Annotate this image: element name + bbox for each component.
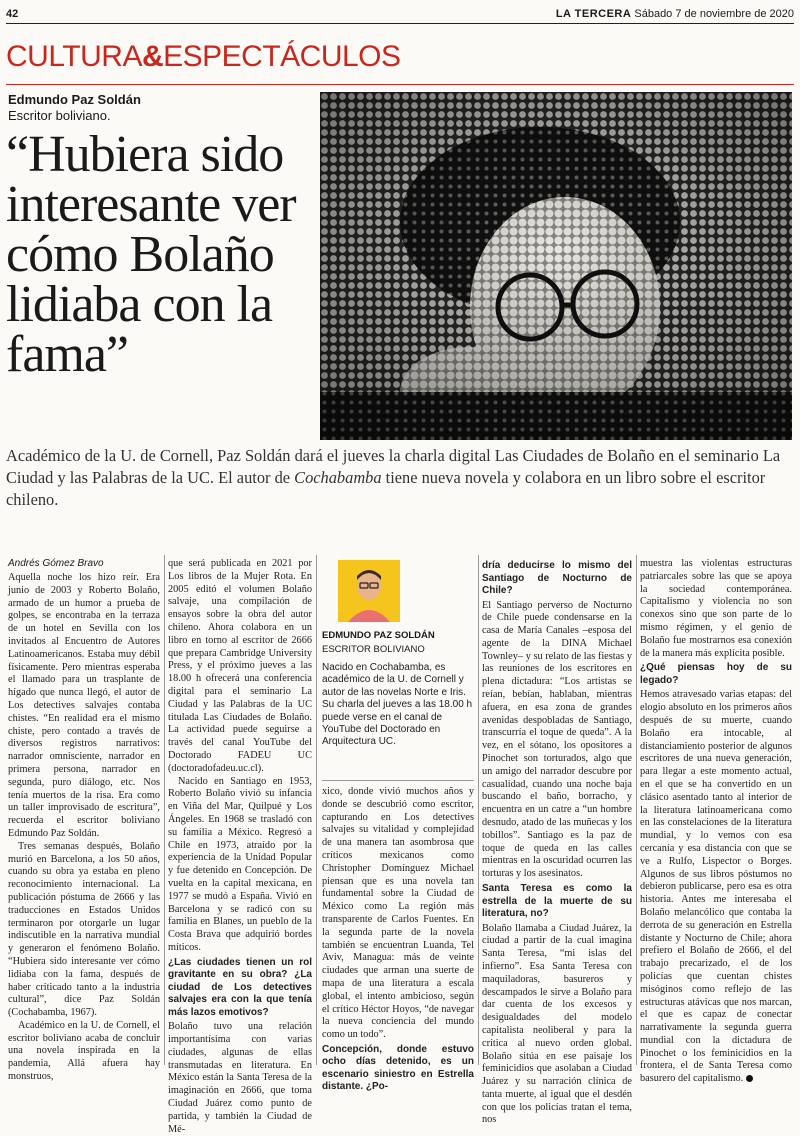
page-number: 42 <box>6 7 19 20</box>
deck-text-b: tiene nueva novela y colabora en un libro sobre el escritor chileno. <box>6 468 766 509</box>
byline: Andrés Gómez Bravo <box>8 558 104 569</box>
profile-text: Nacido en Cochabamba, es académico de la U. de Cornell y autor de las novelas Norte e Iris. Su charla del jueves a las 18.00 h puede verse en el canal de YouTube del Doctorado en Arquitectura UC. <box>322 662 473 748</box>
interviewee-name: Edmundo Paz Soldán <box>8 92 141 107</box>
paragraph: Académico en la U. de Cornell, el escritor boliviano acaba de concluir una novela inspirada en la pandemia, Allá afuera hay monstruos, <box>8 1019 160 1083</box>
interview-question: dría deducirse lo mismo del Santiago de Nocturno de Chile? <box>482 560 632 596</box>
paragraph: Bolaño tuvo una relación importantísima con varias ciudades, algunas de ellas transmutadas en literatura. En México están la Santa Teresa de la imaginación en 2666, que toma Ciudad Juárez como punto de partida, y también la Ciudad de Mé- <box>168 1021 312 1135</box>
profile-role: ESCRITOR BOLIVIANO <box>322 644 425 655</box>
paragraph: Tres semanas después, Bolaño murió en Barcelona, a los 50 años, cuando su obra ya estaba en pleno reconocimiento internacional. La publicación póstuma de 2666 y las traducciones en Estados Unidos terminaron por otorgarle un lugar indiscutible en la narrativa mundial y generaron el fenómeno Bolaño. “Hubiera sido interesante ver cómo lidiaba con la fama, después de haber criticado tanto a la industria cultural”, dice Paz Soldán (Cochabamba, 1967). <box>8 840 160 1019</box>
paragraph-text: Hemos atravesado varias etapas: del elogio absoluto en los primeros años después de su muerte, cuando Bolaño era intocable, al distanciamiento posterior de algunos escritores de una nueva generación, para llegar a este momento actual, en el que se ha convertido en un clásico asentado tanto al interior de la literatura latinoamericana como en las constelaciones de la literatura mundial, y lo vemos con esa cercanía y esa distancia con que se ve a Rulfo, Lispector o Borges. Algunos de sus libros póstumos no debieron publicarse, pero esa es otra historia. Antes me interesaba el Bolaño melancólico que contaba la derrota de su generación en Estrella distante y Nocturno de Chile; ahora prefiero el Bolaño de 2666, el del trabajo precarizado, el de los policías que cuentan chistes misóginos como reflejo de las estructuras atávicas que nos marcan, el que es capaz de conectar narrativamente la segunda guerra mundial con la dictadura de Pinochet o los feminicidios en la frontera, el de Santa Teresa como basurero del capitalismo. <box>640 689 792 1085</box>
interview-question: ¿Las ciudades tienen un rol gravitante en su obra? ¿La ciudad de Los detectives salvajes era con la que tenía más lazos emotivos? <box>168 956 312 1018</box>
article-column-3 <box>322 786 474 1093</box>
article-deck <box>6 445 792 511</box>
paragraph: Nacido en Santiago en 1953, Roberto Bolaño vivió su infancia en Viña del Mar, Quilpué y Los Ángeles. En 1968 se trasladó con su familia a México. Regresó a Chile en 1973, atraído por la experiencia de la Unidad Popular y fue detenido en Concepción. De vuelta en la capital mexicana, en 1977 se mudó a España. Vivió en Barcelona y se radicó con su familia en Blanes, un pueblo de la Costa Brava que adquirió bordes míticos. <box>168 775 312 953</box>
paragraph <box>640 689 792 1086</box>
deck-book-title: Cochabamba <box>294 468 382 487</box>
paragraph: muestra las violentas estructuras patriarcales sobre las que se apoya la sociedad contemporánea. Capitalismo y violencia no son conexos sino que son parte de lo mismo régimen, y el genio de Bolaño fue mostrarnos esa conexión de la manera más explícita posible. <box>640 558 792 659</box>
headline: “Hubiera sido interesante ver cómo Bolaño lidiaba con la fama” <box>6 126 296 383</box>
end-of-article-icon <box>746 1075 753 1082</box>
interview-question: ¿Qué piensas hoy de su legado? <box>640 662 792 686</box>
section-title <box>6 40 401 74</box>
column-divider <box>636 555 637 1065</box>
section-part1: CULTURA <box>6 40 142 73</box>
article-column-2 <box>168 558 312 1135</box>
portrait-photo <box>320 92 792 440</box>
page-header <box>6 4 794 24</box>
profile-divider <box>322 780 474 781</box>
section-amp: & <box>141 40 164 73</box>
paragraph: xico, donde vivió muchos años y donde se descubrió como escritor, capturando en Los detectives salvajes su vitalidad y complejidad de una manera tan asombrosa que críticos mexicanos como Christopher Domínguez Michael piensan que es una novela tan fundamental sobre la Ciudad de México como La región más transparente de Carlos Fuentes. En la segunda parte de la novela también se encuentran Luanda, Tel Aviv, Managua: más de veinte ciudades que arman una suerte de mapa de una literatura a escala global, el intento ambicioso, según el crítico Héctor Hoyos, “de navegar la nueva conciencia del mundo como un todo”. <box>322 786 474 1041</box>
profile-name: EDMUNDO PAZ SOLDÁN <box>322 630 435 641</box>
article-column-5 <box>640 558 792 1085</box>
date-text: Sábado 7 de noviembre de 2020 <box>634 7 794 20</box>
interview-question: Santa Teresa es como la estrella de la muerte de su literatura, no? <box>482 883 632 920</box>
deck-text-a: Académico de la U. de Cornell, Paz Soldán dará el jueves la charla digital Las Ciudades de Bolaño en el seminario La Ciudad y las Palabras de la UC. El autor de <box>6 446 781 487</box>
column-divider <box>478 555 479 1065</box>
publication-date <box>556 8 794 20</box>
paragraph: Bolaño llamaba a Ciudad Juárez, la ciudad a partir de la cual imagina Santa Teresa, “mi islas del infierno”. Esa Santa Teresa con maquiladoras, basureros y descampados le sirve a Bolaño para dar cuenta de los excesos y desigualdades del modelo capitalista neoliberal y para la crítica al nuevo orden global. Bolaño sitúa en ese paisaje los feminicidios que asolaban a Ciudad Juárez y su narración clínica de tanta muerte, al igual que el desdén con que los policías tratan el tema, nos <box>482 922 632 1126</box>
paragraph: Aquella noche los hizo reír. Era junio de 2003 y Roberto Bolaño, armado de un humor a prueba de golpes, se encontraba en la terraza de un hotel en Sevilla con los invitados al Encuentro de Autores Latinoamericanos. Estaba muy débil físicamente. Pero mientras esperaba el llamado para un trasplante de hígado que nunca llegó, el autor de Los detectives salvajes contaba chistes. “En realidad era el mismo chiste, pero contado a través de diversos registros narrativos: narrador omnisciente, narrador en primera persona, narrador en segunda, puro diálogo, etc. Nos tenía muertos de la risa. Era como un taller improvisado de escritura”, recuerda el escritor boliviano Edmundo Paz Soldán. <box>8 572 160 839</box>
column-divider <box>316 555 317 1065</box>
section-part2: ESPECTÁCULOS <box>163 40 401 73</box>
article-column-1 <box>8 572 160 1083</box>
interview-question: Concepción, donde estuvo ocho días detenido, es un escenario siniestro en Estrella distante. ¿Po- <box>322 1043 474 1093</box>
author-avatar <box>338 560 400 622</box>
column-divider <box>164 555 165 1065</box>
section-divider <box>6 84 794 85</box>
interviewee-role: Escritor boliviano. <box>8 108 111 123</box>
paragraph: El Santiago perverso de Nocturno de Chile puede condensarse en la casa de María Canales –esposa del agente de la DINA Michael Townley– y su relato de las fiestas y las reuniones de los escritores en plena dictadura: “Los artistas se reían, bebían, hablaban, mientras afuera, en esa zona de grandes avenidas despobladas de Santiago, transcurría el toque de queda”. A la vez, en el sótano, los opositores a Pinochet son torturados, algo que un amigo del narrador descubre por casualidad, cuando una noche baja buscando el baño, borracho, y encuentra en un catre a “un hombre desnudo, atado de las muñecas y los tobillos”. Santiago es la paz de toque de queda en las calles mientras en la oscuridad ocurren las torturas y los asesinatos. <box>482 599 632 880</box>
paragraph: que será publicada en 2021 por Los libros de la Mujer Rota. En 2005 editó el volumen Bolaño salvaje, una compilación de ensayos sobre la obra del autor chileno. Ahora colabora en un libro en torno al escritor de 2666 que prepara Cambridge University Press, y el próximo jueves a las 18.00 h ofrecerá una conferencia digital para el seminario La Ciudad y las Palabras de la UC titulada Las Ciudades de Bolaño. La actividad puede seguirse a través del canal YouTube del Doctorado FADEU UC (doctoradofadeu.uc.cl). <box>168 558 312 774</box>
article-column-4 <box>482 558 632 1126</box>
publication-brand: LA TERCERA <box>555 7 632 20</box>
